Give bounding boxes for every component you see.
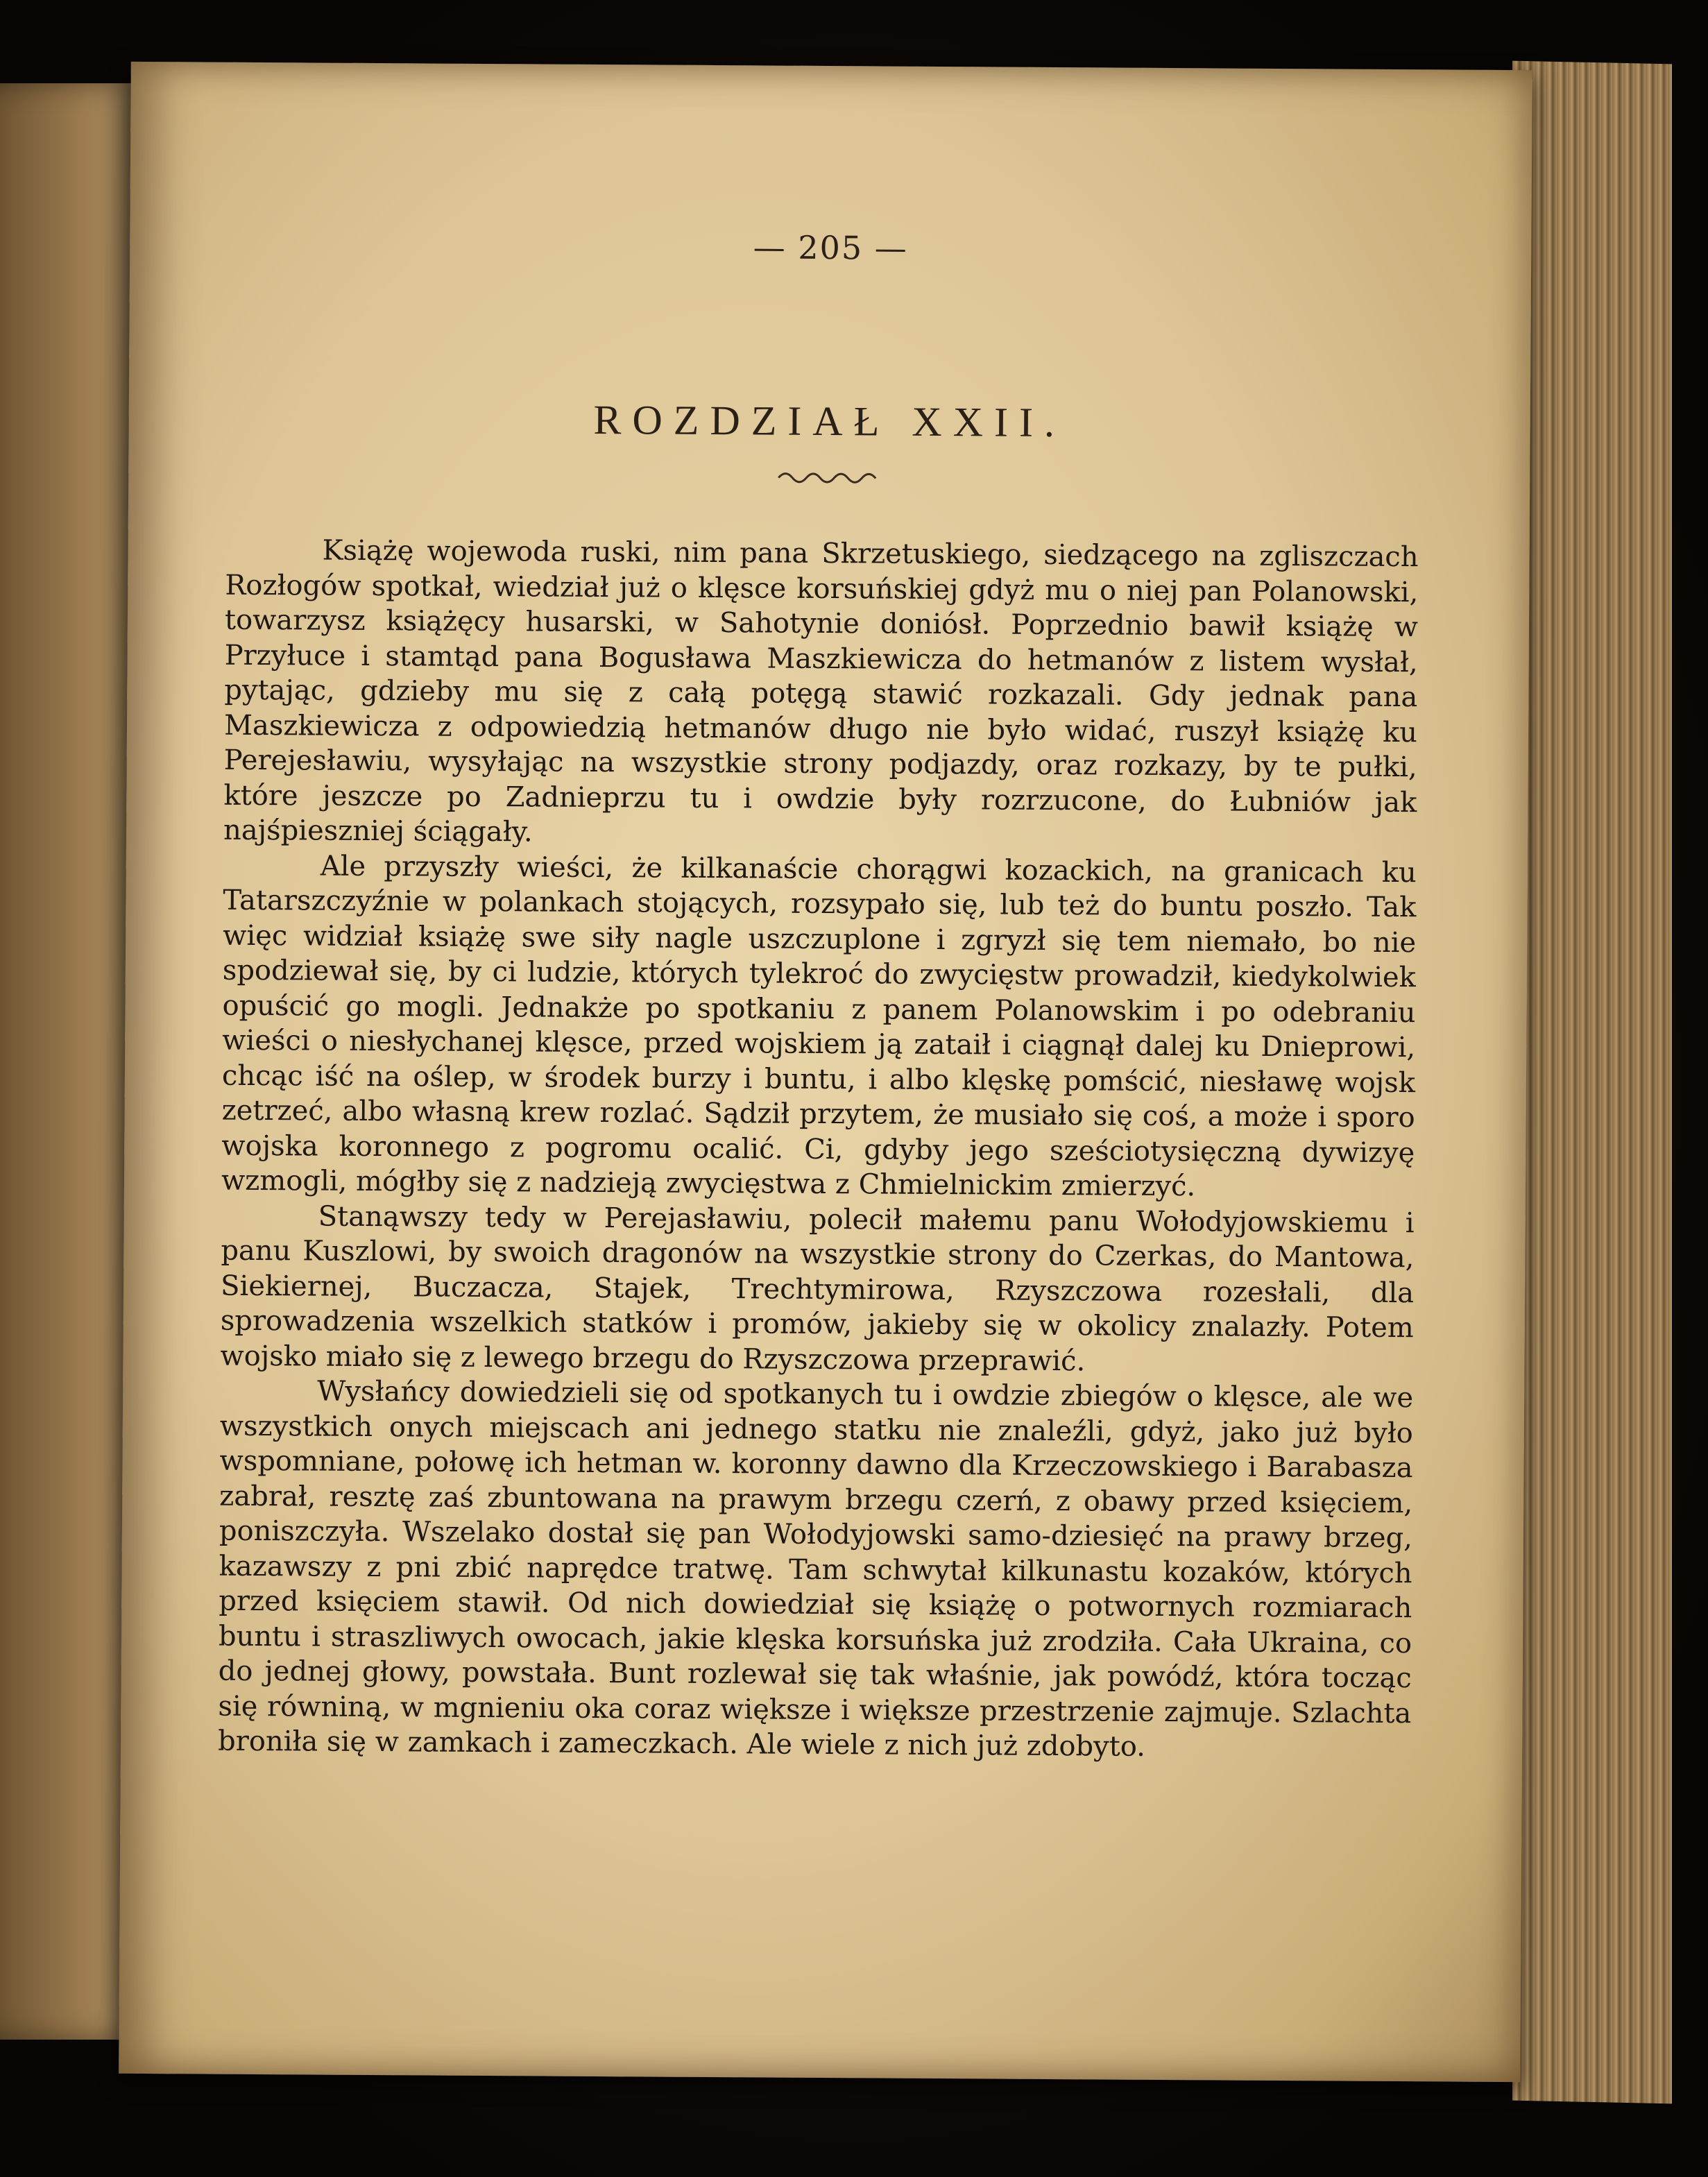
paragraph-4: Wysłańcy dowiedzieli się od spotkanych tu i owdzie zbiegów o klęsce, ale we wszystkich onych miejscach ani jednego statku nie znaleźli, gdyż, jako już było wspomniane, połowę ich hetman w. koronny dawno dla Krzeczowskiego i Barabasza zabrał, resztę zaś zbuntowana na prawym brzegu czerń, z obawy przed księciem, poniszczyła. Wszelako dostał się pan Wołodyjowski samo-dziesięć na prawy brzeg, kazawszy z pni zbić naprędce tratwę. Tam schwytał kilkunastu kozaków, których przed księciem stawił. Od nich dowiedział się książę o potwornych rozmiarach buntu i straszliwych owocach, jakie klęska korsuńska już zrodziła. Cała Ukraina, co do jednej głowy, powstała. Bunt rozlewał się tak właśnie, jak powódź, która tocząc się równiną, w mgnieniu oka coraz większe i większe przestrzenie zajmuje. Szlachta broniła się w zamkach i zameczkach. Ale wiele z nich już zdobyto. xyxy=(217,1375,1414,1763)
page-number: — 205 — xyxy=(753,228,908,267)
left-page-edge xyxy=(0,83,139,2040)
paragraph-2: Ale przyszły wieści, że kilkanaście chorągwi kozackich, na granicach ku Tatarszczyźnie w polankach stojących, rozsypało się, lub też do buntu poszło. Tak więc widział książę swe siły nagle uszczuplone i zgryzł się tem niemało, bo nie spodziewał się, by ci ludzie, których tylekroć do zwycięstw prowadził, kiedykolwiek opuścić go mogli. Jednakże po spotkaniu z panem Polanowskim i po odebraniu wieści o niesłychanej klęsce, przed wojskiem ją zataił i ciągnął dalej ku Dnieprowi, chcąc iść na oślep, w środek burzy i buntu, i albo klęskę pomścić, niesławę wojsk zetrzeć, albo własną krew rozlać. Sądził przytem, że musiało się coś, a może i sporo wojska koronnego z pogromu ocalić. Ci, gdyby jego sześciotysięczną dywizyę wzmogli, mógłby się z nadzieją zwycięstwa z Chmielnickim zmierzyć. xyxy=(221,850,1417,1203)
book-page xyxy=(119,62,1532,2082)
chapter-title: ROZDZIAŁ XXII. xyxy=(593,396,1066,446)
paragraph-3: Stanąwszy tedy w Perejasławiu, polecił małemu panu Wołodyjowskiemu i panu Kuszlowi, by swoich dragonów na wszystkie strony do Czerkas, do Mantowa, Siekiernej, Buczacza, Stajek, Trechtymirowa, Rzyszczowa rozesłali, dla sprowadzenia wszelkich statków i promów, jakieby się w okolicy znalazły. Potem wojsko miało się z lewego brzegu do Rzyszczowa przeprawić. xyxy=(220,1200,1415,1377)
paragraph-1: Książę wojewoda ruski, nim pana Skrzetuskiego, siedzącego na zgliszczach Rozłogów spotkał, wiedział już o klęsce korsuńskiej gdyż mu o niej pan Polanowski, towarzysz książęcy husarski, w Sahotynie doniósł. Poprzednio bawił książę w Przyłuce i stamtąd pana Bogusława Maszkiewicza do hetmanów z listem wysłał, pytając, gdzieby mu się z całą potęgą stawić rozkazali. Gdy jednak pana Maszkiewicza z odpowiedzią hetmanów długo nie było widać, ruszył książę ku Perejesławiu, wysyłając na wszystkie strony podjazdy, oraz rozkazy, by te pułki, które jeszcze po Zadnieprzu tu i owdzie były rozrzucone, do Łubniów jak najśpieszniej ściągały. xyxy=(223,534,1419,848)
chapter-body xyxy=(218,533,1419,1766)
wavy-divider-icon xyxy=(128,464,1530,493)
page-block-edge xyxy=(1512,61,1672,2104)
